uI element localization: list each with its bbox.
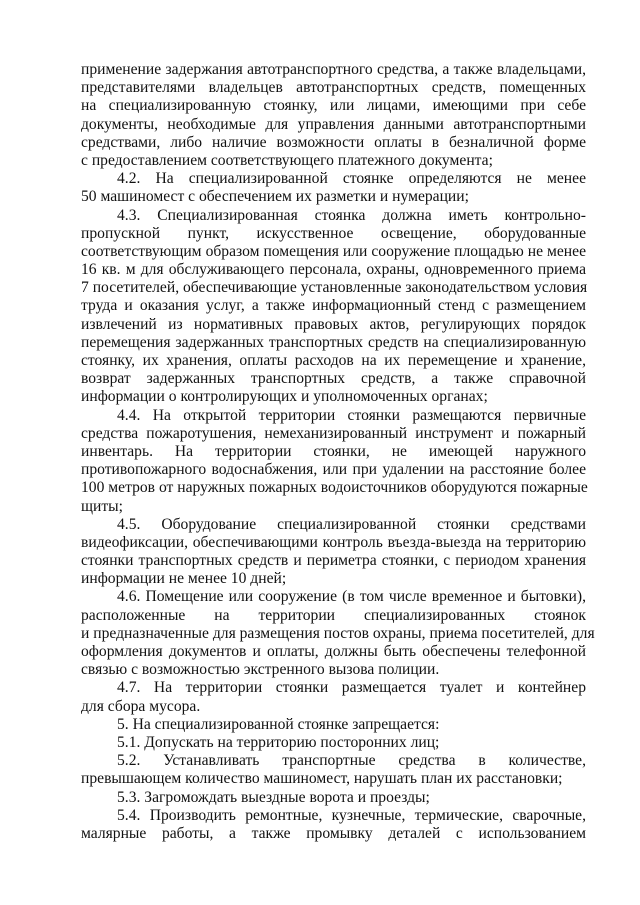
text-line: оформления документов и оплаты, должны быть обеспечены телефонной [81, 643, 586, 660]
text-line: труда и оказания услуг, а также информационный стенд с размещением [81, 297, 586, 315]
text-line: средства пожаротушения, немеханизированный инструмент и пожарный [81, 424, 586, 442]
text-line: пропускной пункт, искусственное освещение, оборудованные [81, 224, 586, 242]
text-line: с предоставлением соответствующего платежного документа; [81, 151, 493, 169]
text-line: 4.6. Помещение или сооружение (в том числе временное и бытовки), [117, 588, 586, 606]
text-line: 5.1. Допускать на территорию посторонних лиц; [117, 733, 440, 751]
text-line: соответствующим образом помещения или сооружение площадью не менее [81, 242, 586, 260]
text-line: 5.2. Устанавливать транспортные средства в количестве, [117, 752, 586, 770]
text-line: извлечений из нормативных правовых актов, регулирующих порядок [81, 315, 586, 333]
text-line: документы, необходимые для управления данными автотранспортными [81, 115, 586, 133]
text-line: применение задержания автотранспортного средства, а также владельцами, [81, 61, 586, 78]
text-line: 5. На специализированной стоянке запрещается: [117, 715, 440, 733]
text-line: для сбора мусора. [81, 697, 201, 715]
text-line: малярные работы, а также промывку деталей с использованием [81, 824, 586, 842]
text-line: превышающем количество машиномест, нарушать план их расстановки; [81, 770, 563, 788]
text-line: стоянки транспортных средств и периметра стоянки, с периодом хранения [81, 552, 586, 570]
text-line: щиты; [81, 497, 123, 515]
text-line: 100 метров от наружных пожарных водоисточников оборудуются пожарные [81, 479, 588, 497]
text-line: 4.2. На специализированной стоянке определяются не менее [117, 170, 586, 188]
text-line: 4.7. На территории стоянки размещается туалет и контейнер [117, 679, 586, 697]
text-line: представителями владельцев автотранспортных средств, помещенных [81, 79, 586, 97]
text-line: 5.4. Производить ремонтные, кузнечные, термические, сварочные, [117, 806, 586, 824]
text-line: средствами, либо наличие возможности оплаты в безналичной форме [81, 133, 586, 151]
text-line: возврат задержанных транспортных средств, а также справочной [81, 370, 586, 388]
text-line: 7 посетителей, обеспечивающие установленные законодательством условия [81, 279, 588, 297]
text-line: информации о контролирующих и уполномоченных органах; [81, 388, 488, 406]
text-line: 16 кв. м для обслуживающего персонала, охраны, одновременного приема [81, 261, 586, 279]
document-body [81, 61, 595, 843]
text-line: 5.3. Загромождать выездные ворота и проезды; [117, 788, 430, 806]
text-line: и предназначенные для размещения постов охраны, приема посетителей, для [81, 624, 595, 642]
text-line: видеофиксации, обеспечивающими контроль въезда-выезда на территорию [81, 533, 586, 551]
text-line: стоянку, их хранения, оплаты расходов на их перемещение и хранение, [81, 352, 586, 369]
text-line: 4.4. На открытой территории стоянки размещаются первичные [117, 406, 586, 424]
text-line: противопожарного водоснабжения, или при удалении на расстояние более [81, 461, 586, 479]
text-line: 4.3. Специализированная стоянка должна иметь контрольно- [117, 206, 586, 224]
text-line: связью с возможностью экстренного вызова полиции. [81, 661, 440, 679]
text-line: информации не менее 10 дней; [81, 570, 287, 588]
text-line: на специализированную стоянку, или лицами, имеющими при себе [81, 97, 586, 115]
text-line: перемещения задержанных транспортных средств на специализированную [81, 333, 586, 351]
text-line: 50 машиномест с обеспечением их разметки и нумерации; [81, 188, 469, 206]
text-line: инвентарь. На территории стоянки, не имеющей наружного [81, 442, 586, 460]
text-line: 4.5. Оборудование специализированной стоянки средствами [117, 515, 586, 533]
text-line: расположенные на территории специализированных стоянок [81, 606, 586, 624]
document-page [81, 61, 595, 843]
